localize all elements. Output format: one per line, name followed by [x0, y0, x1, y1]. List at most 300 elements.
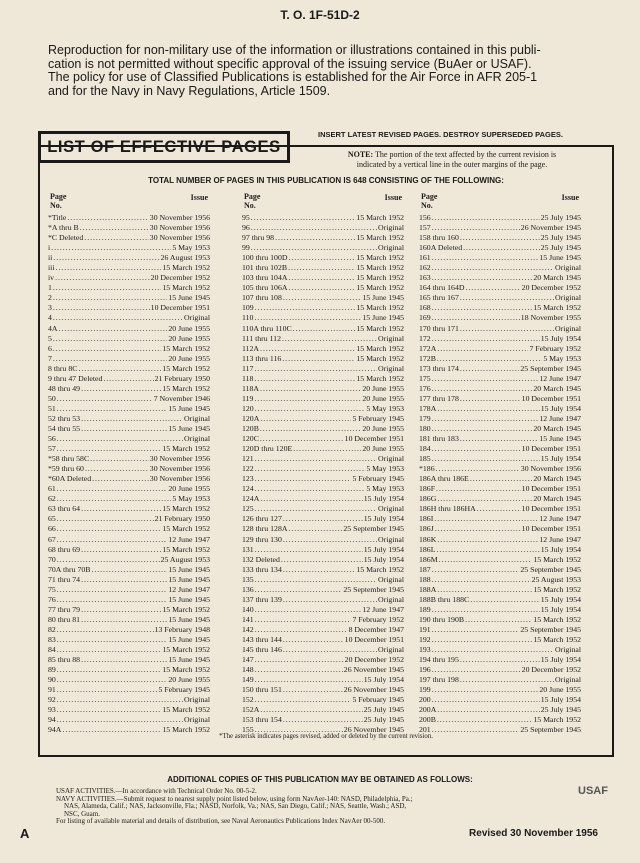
- table-row: [242, 464, 404, 474]
- table-row: [419, 213, 581, 223]
- issue-date: 5 February 1945: [352, 695, 404, 705]
- issue-date: 20 June 1955: [168, 333, 210, 343]
- issue-date: 20 June 1955: [168, 675, 210, 685]
- issue-date: 15 March 1952: [533, 584, 581, 594]
- issue-date: 21 February 1950: [154, 514, 210, 524]
- page-number: 145 thru 146: [242, 645, 282, 655]
- table-row: [242, 675, 404, 685]
- issue-date: 15 March 1952: [162, 263, 210, 273]
- dot-leader: [460, 655, 540, 665]
- notice-line: and for the Navy in Navy Regulations, Article 1509.: [48, 83, 331, 98]
- table-row: [48, 374, 210, 384]
- table-row: [242, 253, 404, 263]
- column-header: [48, 193, 210, 213]
- dot-leader: [57, 675, 168, 685]
- no-header: No.: [421, 200, 433, 210]
- issue-date: 5 February 1945: [158, 685, 210, 695]
- issue-date: 5 May 1953: [172, 494, 210, 504]
- issue-date: 10 December 1951: [521, 484, 581, 494]
- table-row: [242, 384, 404, 394]
- page-number: 67: [48, 534, 56, 544]
- page-number: 197 thru 198: [419, 675, 459, 685]
- table-row: [419, 615, 581, 625]
- table-row: [48, 344, 210, 354]
- table-row: [48, 655, 210, 665]
- page-number: 4A: [48, 323, 58, 333]
- table-row: [48, 324, 210, 334]
- issue-date: 30 November 1956: [520, 464, 581, 474]
- dot-leader: [432, 454, 540, 464]
- page-number: 158 thru 160: [419, 233, 459, 243]
- dot-leader: [437, 404, 539, 414]
- issue-date: 10 December 1951: [521, 524, 581, 534]
- table-row: [419, 223, 581, 233]
- revision-date: Revised 30 November 1956: [469, 828, 598, 839]
- page-number: 152A: [242, 705, 260, 715]
- dot-leader: [57, 535, 168, 545]
- issue-date: 15 March 1952: [162, 383, 210, 393]
- issue-date: 15 June 1945: [168, 564, 210, 574]
- table-row: [242, 615, 404, 625]
- navy-activities-line: NAS, Alameda, Calif.; NAS, Jacksonville, Fla.; NASD, Norfolk, Va.; NAS, San Diego, Calif.; NAS, Seattle, Wash.; ASD,: [64, 802, 407, 811]
- dot-leader: [84, 233, 149, 243]
- issue-date: 20 June 1955: [539, 685, 581, 695]
- dot-leader: [283, 635, 344, 645]
- page-number: 199: [419, 685, 431, 695]
- page-number: 107 thru 108: [242, 293, 282, 303]
- dot-leader: [53, 293, 168, 303]
- table-row: [242, 243, 404, 253]
- issue-date: Original: [184, 695, 210, 705]
- dot-leader: [255, 454, 377, 464]
- dot-leader: [81, 575, 167, 585]
- issue-date: 25 September 1945: [343, 524, 404, 534]
- page-number: 89: [48, 665, 56, 675]
- table-row: [242, 474, 404, 484]
- table-row: [419, 324, 581, 334]
- issue-date: 15 July 1954: [363, 554, 404, 564]
- issue-date: 15 June 1945: [362, 313, 404, 323]
- table-row: [242, 494, 404, 504]
- dot-leader: [282, 334, 377, 344]
- dot-leader: [255, 404, 366, 414]
- table-row: [48, 364, 210, 374]
- issue-date: 25 September 1945: [520, 363, 581, 373]
- table-row: [242, 635, 404, 645]
- page-number: 161: [419, 253, 431, 263]
- issue-date: 20 June 1955: [362, 423, 404, 433]
- table-row: [419, 575, 581, 585]
- table-row: [419, 303, 581, 313]
- dot-leader: [255, 615, 352, 625]
- column-header: [419, 193, 581, 213]
- issue-date: 15 March 1952: [162, 343, 210, 353]
- issue-date: 26 August 1953: [160, 253, 210, 263]
- dot-leader: [434, 514, 538, 524]
- issue-date: 7 November 1946: [153, 393, 210, 403]
- issue-date: 25 July 1945: [363, 705, 404, 715]
- dot-leader: [470, 595, 539, 605]
- dot-leader: [432, 625, 520, 635]
- table-row: [242, 685, 404, 695]
- page-number: 99: [242, 243, 250, 253]
- table-row: [48, 213, 210, 223]
- page-number: 168: [419, 303, 431, 313]
- page-number: 163: [419, 273, 431, 283]
- insert-instruction: INSERT LATEST REVISED PAGES. DESTROY SUPERSEDED PAGES.: [318, 130, 563, 139]
- issue-date: 15 March 1952: [162, 444, 210, 454]
- page-number: 71 thru 74: [48, 574, 81, 584]
- page-number: 164 thru 164D: [419, 283, 465, 293]
- issue-date: 25 July 1945: [540, 705, 581, 715]
- dot-leader: [439, 555, 533, 565]
- table-row: [419, 364, 581, 374]
- dot-leader: [283, 293, 362, 303]
- issue-date: 15 March 1952: [162, 604, 210, 614]
- dot-leader: [251, 213, 356, 223]
- dot-leader: [254, 364, 377, 374]
- page-number: 186L: [419, 544, 436, 554]
- issue-header: Issue: [190, 193, 208, 202]
- issue-date: 15 March 1952: [162, 544, 210, 554]
- page-number: 101 thru 102B: [242, 263, 288, 273]
- table-row: [419, 655, 581, 665]
- notice-line: cation is not permitted without specific approval of the issuing service (BuAer or USAF).: [48, 56, 532, 71]
- table-row: [419, 504, 581, 514]
- table-row: [242, 454, 404, 464]
- dot-leader: [53, 354, 168, 364]
- page-number: 190 thru 190B: [419, 614, 465, 624]
- issue-date: 15 July 1954: [363, 544, 404, 554]
- issue-date: 26 November 1945: [520, 223, 581, 233]
- issue-date: 12 June 1947: [362, 604, 404, 614]
- dot-leader: [59, 324, 168, 334]
- dot-leader: [432, 685, 539, 695]
- issue-date: 26 November 1945: [343, 725, 404, 735]
- page-number: 61: [48, 484, 56, 494]
- page-number: *186: [419, 464, 435, 474]
- reproduction-notice: [48, 44, 608, 98]
- issue-date: 25 September 1945: [343, 584, 404, 594]
- page-number: 54 thru 55: [48, 423, 81, 433]
- table-row: [48, 565, 210, 575]
- page-number: 133 thru 134: [242, 564, 282, 574]
- table-row: [48, 464, 210, 474]
- table-row: [48, 454, 210, 464]
- issue-date: 20 December 1952: [344, 655, 404, 665]
- table-row: [419, 695, 581, 705]
- page-number: 140: [242, 604, 254, 614]
- dot-leader: [432, 645, 554, 655]
- issue-date: 15 March 1952: [356, 323, 404, 333]
- issue-date: 13 February 1948: [154, 624, 210, 634]
- page-number: 63 thru 64: [48, 504, 81, 514]
- table-row: [419, 424, 581, 434]
- page-number: 186G: [419, 494, 437, 504]
- issue-date: 26 November 1945: [343, 685, 404, 695]
- page-number: 128 thru 128A: [242, 524, 288, 534]
- issue-date: 15 July 1954: [363, 494, 404, 504]
- dot-leader: [288, 253, 355, 263]
- page-number: 68 thru 69: [48, 544, 81, 554]
- table-row: [48, 424, 210, 434]
- page-number: 189: [419, 604, 431, 614]
- page-number: 51: [48, 403, 56, 413]
- dot-leader: [255, 474, 352, 484]
- page-number: 153 thru 154: [242, 715, 282, 725]
- page-number: 110A thru 110C: [242, 323, 292, 333]
- dot-leader: [57, 625, 154, 635]
- table-row: [419, 645, 581, 655]
- table-row: [419, 434, 581, 444]
- dot-leader: [432, 695, 540, 705]
- issue-date: Original: [378, 534, 404, 544]
- navy-activities-line: NSC, Guam.: [64, 809, 100, 818]
- table-row: [48, 524, 210, 534]
- issue-date: 20 March 1945: [533, 494, 581, 504]
- page-number: 110: [242, 313, 254, 323]
- dot-leader: [103, 374, 153, 384]
- issue-date: Original: [378, 223, 404, 233]
- dot-leader: [460, 293, 554, 303]
- issue-date: 20 March 1945: [533, 273, 581, 283]
- table-row: [48, 233, 210, 243]
- table-row: [242, 344, 404, 354]
- issue-date: 20 June 1955: [362, 383, 404, 393]
- dot-leader: [460, 324, 554, 334]
- page-number: 117: [242, 363, 254, 373]
- table-row: [242, 565, 404, 575]
- table-row: [419, 484, 581, 494]
- issue-date: 15 March 1952: [533, 303, 581, 313]
- page-number: 100 thru 100D: [242, 253, 288, 263]
- issue-date: 25 July 1945: [363, 715, 404, 725]
- page-number: 6: [48, 343, 52, 353]
- usaf-mark: USAF: [578, 785, 608, 797]
- dot-leader: [80, 223, 149, 233]
- issue-date: 10 December 1951: [521, 393, 581, 403]
- page-number: 179: [419, 413, 431, 423]
- table-row: [419, 635, 581, 645]
- page-number: 148: [242, 665, 254, 675]
- issue-date: 15 March 1952: [533, 554, 581, 564]
- page-number: 180: [419, 423, 431, 433]
- note-line-1: The portion of the text affected by the current revision is: [375, 150, 557, 159]
- page-number: *C Deleted: [48, 233, 84, 243]
- issue-date: 5 May 1953: [366, 464, 404, 474]
- table-row: [48, 545, 210, 555]
- dot-leader: [255, 575, 377, 585]
- table-row: [48, 253, 210, 263]
- table-row: [419, 414, 581, 424]
- dot-leader: [81, 605, 161, 615]
- table-row: [48, 243, 210, 253]
- dot-leader: [436, 464, 520, 474]
- page-number: 178A: [419, 403, 437, 413]
- issue-date: Original: [378, 504, 404, 514]
- issue-date: 15 March 1952: [162, 705, 210, 715]
- issue-date: 15 July 1954: [540, 544, 581, 554]
- issue-date: Original: [378, 645, 404, 655]
- dot-leader: [254, 374, 355, 384]
- table-row: [242, 223, 404, 233]
- page-number: 120B: [242, 423, 259, 433]
- dot-leader: [81, 615, 167, 625]
- issue-date: Original: [378, 333, 404, 343]
- page-number: 143 thru 144: [242, 634, 282, 644]
- page-number: 90: [48, 675, 56, 685]
- page-number: iv: [48, 273, 55, 283]
- page-number: 131: [242, 544, 254, 554]
- table-row: [48, 585, 210, 595]
- table-row: [419, 374, 581, 384]
- page-number: 142: [242, 624, 254, 634]
- page-number: 152: [242, 695, 254, 705]
- table-row: [419, 233, 581, 243]
- page-number: 129 thru 130: [242, 534, 282, 544]
- dot-leader: [57, 665, 162, 675]
- issue-header: Issue: [384, 193, 402, 202]
- dot-leader: [260, 434, 344, 444]
- issue-date: 7 February 1952: [529, 343, 581, 353]
- table-row: [242, 705, 404, 715]
- dot-leader: [432, 384, 533, 394]
- issue-date: Original: [378, 243, 404, 253]
- dot-leader: [255, 303, 356, 313]
- issue-date: 30 November 1956: [149, 233, 210, 243]
- dot-leader: [255, 665, 343, 675]
- dot-leader: [288, 273, 355, 283]
- dot-leader: [53, 344, 161, 354]
- column-header: [242, 193, 404, 213]
- issue-date: 20 June 1955: [168, 323, 210, 333]
- issue-date: 20 December 1952: [521, 283, 581, 293]
- page-number: 186A thru 186E: [419, 474, 469, 484]
- page-number: 193: [419, 645, 431, 655]
- page-number: i: [48, 243, 51, 253]
- dot-leader: [435, 524, 521, 534]
- table-row: [48, 444, 210, 454]
- no-header: No.: [244, 200, 256, 210]
- dot-leader: [465, 283, 520, 293]
- dot-leader: [255, 655, 344, 665]
- table-row: [419, 283, 581, 293]
- table-row: [242, 324, 404, 334]
- dot-leader: [465, 615, 532, 625]
- table-row: [242, 233, 404, 243]
- page-rows: [242, 213, 404, 735]
- issue-date: 25 July 1945: [540, 233, 581, 243]
- page-number: *60A Deleted: [48, 474, 92, 484]
- table-row: [419, 605, 581, 615]
- table-row: [48, 535, 210, 545]
- page-number: 194 thru 195: [419, 655, 459, 665]
- table-row: [48, 635, 210, 645]
- dot-leader: [283, 565, 356, 575]
- page-column: [48, 193, 210, 735]
- table-row: [242, 334, 404, 344]
- dot-leader: [432, 635, 533, 645]
- table-row: [419, 665, 581, 675]
- issue-date: 30 November 1956: [149, 464, 210, 474]
- table-row: [242, 555, 404, 565]
- page-number: 4: [48, 313, 52, 323]
- page-number: iii: [48, 263, 55, 273]
- table-row: [48, 263, 210, 273]
- page-number: 120C: [242, 434, 259, 444]
- issue-date: 10 December 1951: [521, 444, 581, 454]
- page-number: 172: [419, 333, 431, 343]
- page-number: 50: [48, 393, 56, 403]
- table-row: [242, 605, 404, 615]
- table-row: [48, 595, 210, 605]
- page-number: 118: [242, 373, 254, 383]
- page-number: 62: [48, 494, 56, 504]
- table-row: [242, 424, 404, 434]
- page-column: [242, 193, 404, 735]
- page-number: 181 thru 183: [419, 434, 459, 444]
- dot-leader: [57, 555, 160, 565]
- dot-leader: [255, 484, 366, 494]
- page-number: 160A Deleted: [419, 243, 463, 253]
- page-number: 94A: [48, 725, 62, 735]
- issue-date: Original: [184, 715, 210, 725]
- page-header: Page: [421, 192, 438, 201]
- issue-date: 12 June 1947: [539, 413, 581, 423]
- page-number: *Title: [48, 213, 67, 222]
- dot-leader: [78, 364, 161, 374]
- dot-leader: [437, 354, 542, 364]
- dot-leader: [460, 394, 521, 404]
- page-number: *A thru B: [48, 223, 79, 233]
- dot-leader: [81, 424, 167, 434]
- page-number: 187: [419, 564, 431, 574]
- dot-leader: [90, 454, 149, 464]
- dot-leader: [432, 263, 554, 273]
- issue-date: 15 March 1952: [356, 283, 404, 293]
- issue-date: Original: [555, 323, 581, 333]
- issue-date: 15 June 1945: [168, 655, 210, 665]
- issue-date: 15 March 1952: [356, 353, 404, 363]
- table-row: [48, 414, 210, 424]
- issue-date: 15 June 1945: [168, 403, 210, 413]
- page-number: 9 thru 47 Deleted: [48, 373, 103, 383]
- page-number: 92: [48, 695, 56, 705]
- revision-note: [298, 150, 606, 169]
- dot-leader: [432, 565, 520, 575]
- issue-date: 15 March 1952: [162, 504, 210, 514]
- dot-leader: [53, 283, 161, 293]
- page-number: 96: [242, 223, 250, 233]
- page-number: 186I: [419, 514, 434, 524]
- issue-date: 20 March 1945: [533, 474, 581, 484]
- issue-date: 15 July 1954: [540, 695, 581, 705]
- issue-date: 15 June 1945: [168, 634, 210, 644]
- page-number: 176: [419, 383, 431, 393]
- dot-leader: [432, 374, 539, 384]
- page-number: 172B: [419, 353, 436, 363]
- table-row: [48, 695, 210, 705]
- issue-date: 15 June 1945: [362, 293, 404, 303]
- issue-date: 15 July 1954: [363, 514, 404, 524]
- page-number: 188B thru 188C: [419, 594, 470, 604]
- issue-date: 15 July 1954: [540, 594, 581, 604]
- page-number: 172A: [419, 343, 437, 353]
- dot-leader: [282, 354, 355, 364]
- dot-leader: [67, 213, 148, 223]
- dot-leader: [57, 685, 158, 695]
- page-number: 119: [242, 393, 254, 403]
